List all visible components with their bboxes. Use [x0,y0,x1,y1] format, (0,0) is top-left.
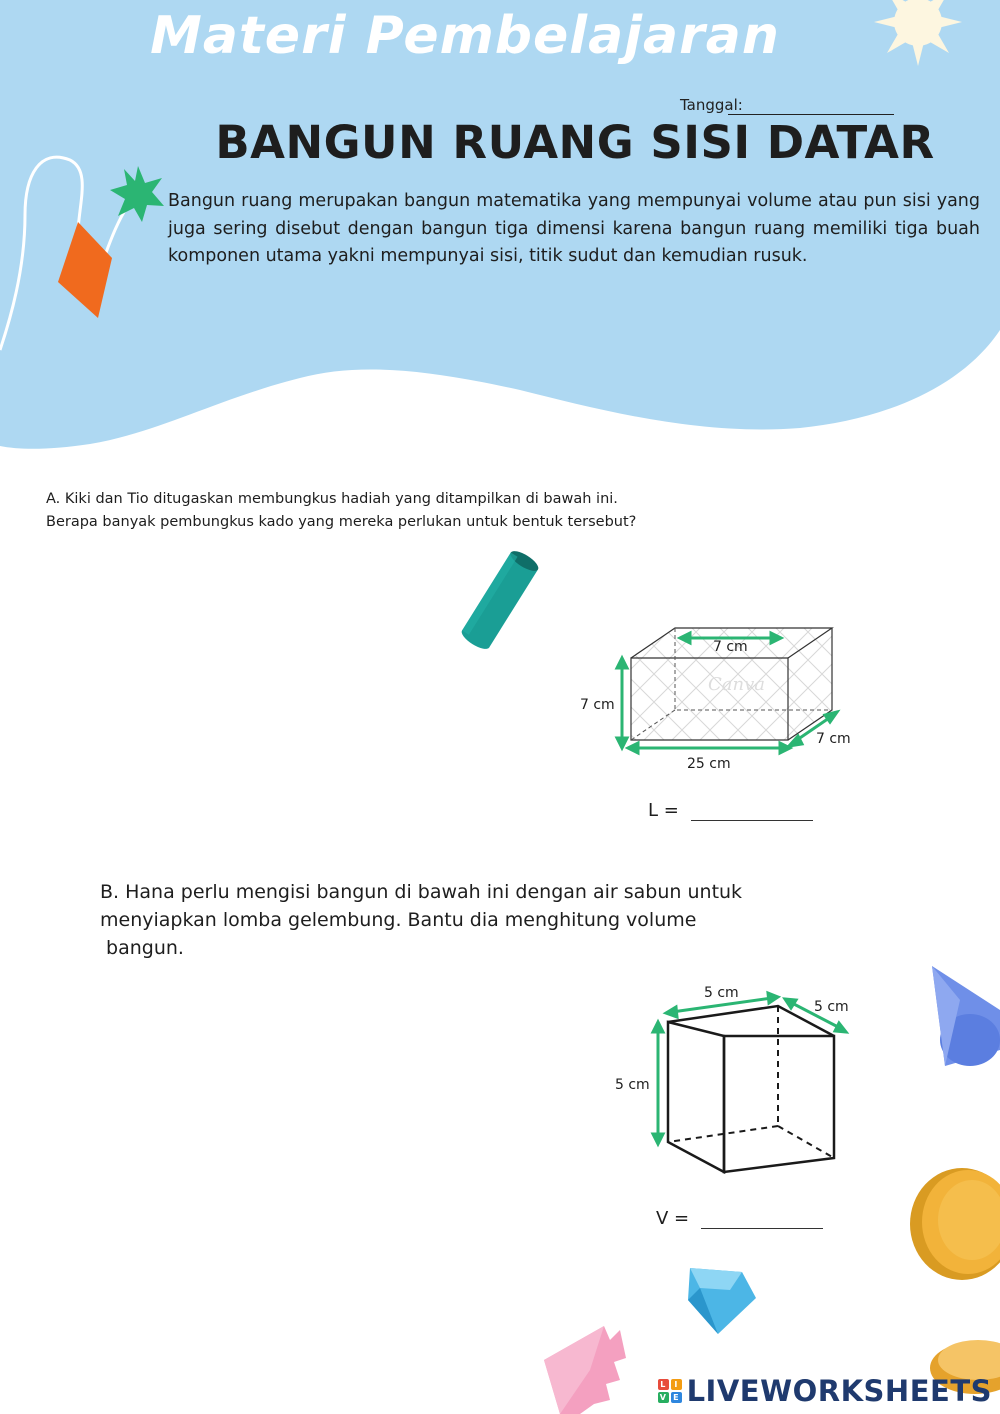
dim-cube-height: 5 cm [615,1077,650,1093]
dim-top-length: 7 cm [713,639,748,655]
liveworksheets-logo[interactable] [658,1374,992,1408]
coin-decor [910,1168,1000,1280]
logo-grid-icon [658,1379,682,1403]
dim-length: 25 cm [687,756,731,772]
dim-cube-width: 5 cm [704,985,739,1001]
canva-watermark: Canva [708,674,765,695]
dim-depth: 7 cm [816,731,851,747]
crown-decor [544,1326,626,1414]
logo-letter-v: V [658,1392,669,1403]
dim-cube-depth: 5 cm [814,999,849,1015]
cube-figure [610,980,860,1180]
cylinder-decor [459,547,541,652]
cuboid-figure [570,618,860,778]
dim-height: 7 cm [580,697,615,713]
page-title: BANGUN RUANG SISI DATAR [215,116,935,169]
logo-letter-i: I [671,1379,682,1390]
answer-b-input[interactable] [701,1204,823,1229]
answer-a-label: L = [648,800,679,821]
diamond-decor [688,1268,756,1334]
question-b-line-3: bangun. [100,937,184,959]
question-b-line-1: B. Hana perlu mengisi bangun di bawah ini dengan air sabun untuk [100,881,743,903]
answer-a-row [648,796,813,821]
answer-b-row [656,1204,823,1229]
answer-b-label: V = [656,1208,690,1229]
logo-letter-e: E [671,1392,682,1403]
question-a [46,488,746,534]
header-title: Materi Pembelajaran [150,6,780,66]
date-label: Tanggal: [680,96,743,114]
date-input-line[interactable] [728,114,894,115]
cone-decor [932,966,1000,1066]
intro-paragraph: Bangun ruang merupakan bangun matematika yang mempunyai volume atau pun sisi yang juga sering disebut dengan bangun tiga dimensi karena bangun ruang memiliki tiga buah komponen utama yakni mempunyai sisi, titik sudut dan kemudian rusuk. [168,191,980,266]
logo-letter-l: L [658,1379,669,1390]
answer-a-input[interactable] [691,796,813,821]
question-a-line-2: Berapa banyak pembungkus kado yang mereka perlukan untuk bentuk tersebut? [46,514,637,530]
brand-name: LIVEWORKSHEETS [686,1374,992,1408]
question-b-line-2: menyiapkan lomba gelembung. Bantu dia menghitung volume [100,909,697,931]
question-b [100,878,780,962]
question-a-line-1: A. Kiki dan Tio ditugaskan membungkus hadiah yang ditampilkan di bawah ini. [46,491,618,507]
